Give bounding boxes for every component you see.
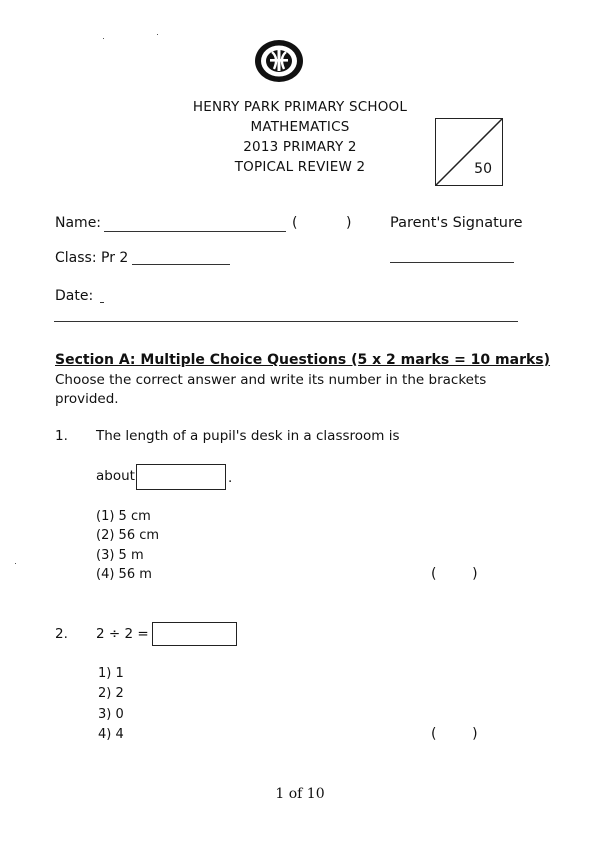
question-1-text: The length of a pupil's desk in a classroom is: [96, 428, 400, 444]
total-marks: 50: [474, 161, 492, 177]
question-2-answer-box[interactable]: [152, 622, 237, 646]
question-2-option-2: 2) 2: [98, 686, 124, 701]
date-field[interactable]: [100, 302, 104, 303]
question-1-option-2: (2) 56 cm: [96, 528, 160, 543]
parent-signature-field[interactable]: [390, 262, 514, 263]
question-1-number: 1.: [55, 428, 68, 444]
question-2-text: 2 ÷ 2 =: [96, 626, 149, 642]
section-a-heading: Section A: Multiple Choice Questions (5 x 2 marks = 10 marks): [55, 352, 551, 368]
diagonal-divider: [436, 119, 502, 185]
register-number-bracket-open: (: [292, 215, 298, 231]
school-crest-logo: [250, 38, 308, 84]
question-2-answer-brackets[interactable]: ( ): [431, 726, 478, 742]
scan-speck: [103, 38, 104, 39]
parent-signature-label: Parent's Signature: [390, 215, 523, 231]
subject-title: MATHEMATICS: [250, 119, 350, 135]
page-number: 1 of 10: [275, 786, 325, 802]
question-1-option-1: (1) 5 cm: [96, 509, 151, 524]
header-divider: [54, 321, 518, 322]
scan-speck: [157, 34, 158, 35]
question-2-number: 2.: [55, 626, 68, 642]
class-field[interactable]: [132, 264, 230, 265]
name-label: Name:: [55, 215, 102, 231]
question-2-option-3: 3) 0: [98, 707, 124, 722]
level-title: 2013 PRIMARY 2: [243, 139, 357, 155]
date-label: Date:: [55, 288, 94, 304]
name-field[interactable]: [104, 231, 286, 232]
scan-speck: [15, 563, 16, 564]
school-name: HENRY PARK PRIMARY SCHOOL: [192, 99, 408, 115]
question-1-option-4: (4) 56 m: [96, 567, 152, 582]
total-marks-box: [435, 118, 503, 186]
question-1-option-3: (3) 5 m: [96, 548, 144, 563]
question-1-answer-box[interactable]: [136, 464, 226, 490]
paper-title: TOPICAL REVIEW 2: [234, 159, 366, 175]
question-2-option-1: 1) 1: [98, 666, 124, 681]
question-1-prefix: about: [96, 468, 135, 484]
question-1-suffix: .: [228, 470, 233, 486]
section-a-instruction: Choose the correct answer and write its number in the brackets provided.: [55, 372, 487, 407]
register-number-bracket-close: ): [346, 215, 352, 231]
class-label: Class: Pr 2: [55, 250, 129, 266]
question-1-answer-brackets[interactable]: ( ): [431, 566, 478, 582]
question-2-option-4: 4) 4: [98, 727, 124, 742]
